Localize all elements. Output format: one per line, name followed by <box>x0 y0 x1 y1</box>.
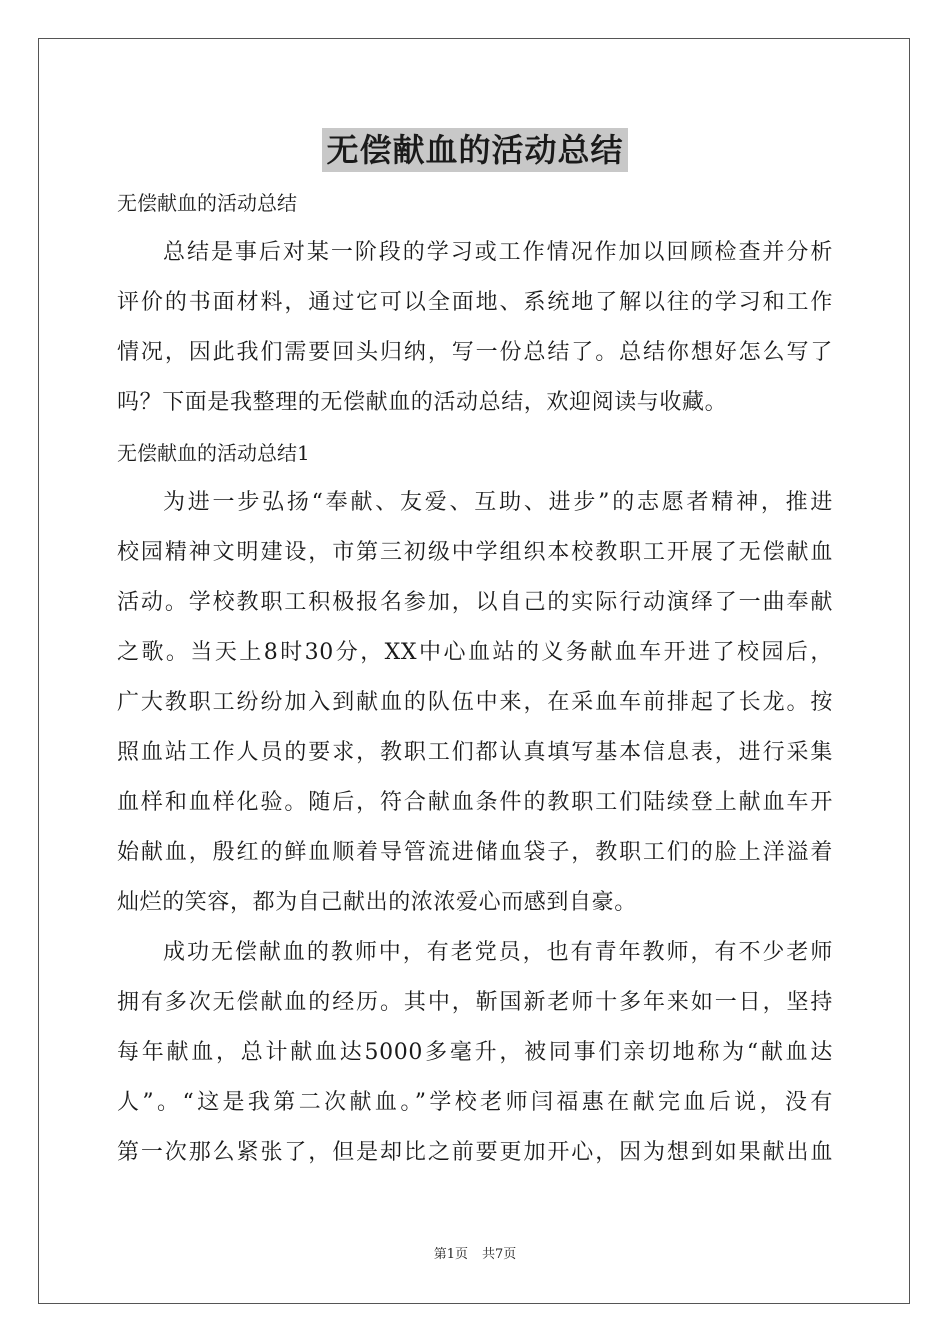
page-number: 第1页 <box>433 1247 468 1262</box>
document-title: 无偿献血的活动总结 <box>322 128 627 172</box>
body-text-line: 为进一步弘扬“奉献、友爱、互助、进步”的志愿者精神，推进 <box>163 490 833 515</box>
body-text-line: 拥有多次无偿献血的经历。其中，靳国新老师十多年来如一日，坚持 <box>117 990 833 1015</box>
document-body <box>117 178 833 1178</box>
body-text-line: 吗？下面是我整理的无偿献血的活动总结，欢迎阅读与收藏。 <box>117 390 728 415</box>
page-footer <box>0 1243 950 1262</box>
body-text-line: 情况，因此我们需要回头归纳，写一份总结了。总结你想好怎么写了 <box>117 340 833 365</box>
body-text-line: 照血站工作人员的要求，教职工们都认真填写基本信息表，进行采集 <box>117 740 833 765</box>
body-text-line: 灿烂的笑容，都为自己献出的浓浓爱心而感到自豪。 <box>117 890 637 915</box>
body-text-line: 成功无偿献血的教师中，有老党员，也有青年教师，有不少老师 <box>163 940 833 965</box>
body-text-line: 血样和血样化验。随后，符合献血条件的教职工们陆续登上献血车开 <box>117 790 833 815</box>
body-text-line: 广大教职工纷纷加入到献血的队伍中来，在采血车前排起了长龙。按 <box>117 690 833 715</box>
body-text-line: 始献血，殷红的鲜血顺着导管流进储血袋子，教职工们的脸上洋溢着 <box>117 840 833 865</box>
body-text-line: 之歌。当天上8时30分，XX中心血站的义务献血车开进了校园后， <box>117 640 833 665</box>
body-text-line: 人”。“这是我第二次献血。”学校老师闫福惠在献完血后说，没有 <box>117 1090 833 1115</box>
page-total: 共7页 <box>482 1247 517 1262</box>
body-text-line: 活动。学校教职工积极报名参加，以自己的实际行动演绎了一曲奉献 <box>117 590 833 615</box>
body-text-line: 校园精神文明建设，市第三初级中学组织本校教职工开展了无偿献血 <box>117 540 833 565</box>
section-heading: 无偿献血的活动总结 <box>117 191 297 215</box>
body-text-line: 每年献血，总计献血达5000多毫升，被同事们亲切地称为“献血达 <box>117 1040 833 1065</box>
body-text-line: 评价的书面材料，通过它可以全面地、系统地了解以往的学习和工作 <box>117 290 833 315</box>
body-text-line: 总结是事后对某一阶段的学习或工作情况作加以回顾检查并分析 <box>163 240 833 265</box>
body-text-line: 第一次那么紧张了，但是却比之前要更加开心，因为想到如果献出血 <box>117 1140 833 1165</box>
title-container <box>0 128 950 172</box>
section-heading: 无偿献血的活动总结1 <box>117 441 310 465</box>
